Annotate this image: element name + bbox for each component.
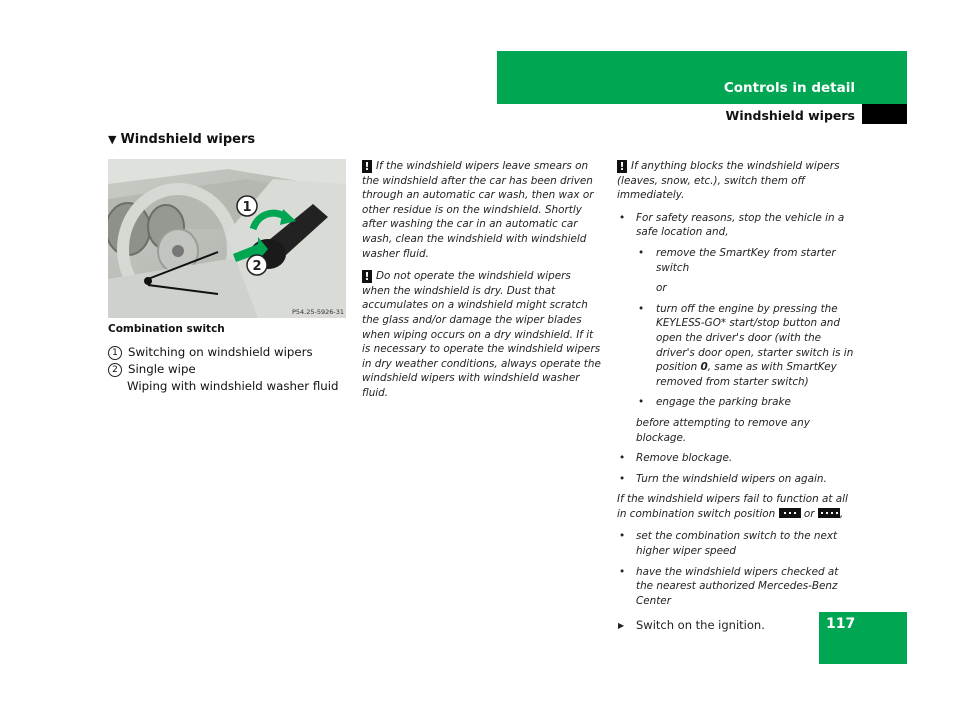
bullet-remove-blockage: • Remove blockage. [617, 451, 857, 466]
or-text: or [656, 282, 667, 295]
figure-caption: Combination switch [108, 323, 225, 335]
header-marker [862, 104, 907, 124]
legend-text-1: Switching on windshield wipers [128, 345, 313, 359]
legend-text-2: Single wipe [128, 362, 196, 376]
switch-position-icon-2 [818, 508, 840, 518]
bullet-turn-on-wipers: • Turn the windshield wipers on again. [617, 472, 857, 487]
blockage-column [617, 159, 857, 633]
bullet-checked: • have the windshield wipers checked at the nearest authorized Mercedes-Benz Center [617, 565, 857, 609]
bullet-higher-speed: • set the combination switch to the next higher wiper speed [617, 529, 857, 558]
fail-text: If the windshield wipers fail to function at all in combination switch position [617, 493, 848, 520]
warning-text-2: Do not operate the windshield wipers when the windshield is dry. Dust that accumulates on a windshield might scratch the glass and/or damage the wiper blades when wiping occurs on a dry windshield. If it is necessary to operate the windshield wipers in dry weather conditions, always operate the windshield wipers with windshield washer fluid. [362, 270, 601, 399]
sub-bullet-remove-key: • remove the SmartKey from starter switch [617, 246, 857, 275]
warning-paragraph-2 [362, 269, 602, 400]
warning-icon: ! [617, 160, 627, 173]
section-title: Windshield wipers [120, 132, 256, 147]
turn-off-text-b: , same as with SmartKey removed from starter switch) [656, 361, 837, 388]
warnings-column [362, 159, 602, 409]
legend-text-2b: Wiping with windshield washer fluid [127, 379, 339, 393]
fail-or: or [803, 507, 815, 520]
fail-paragraph [617, 492, 857, 521]
chapter-title: Controls in detail [723, 80, 855, 96]
chapter-tab [497, 51, 907, 104]
legend-item-2 [108, 361, 348, 378]
switch-position-icon-1 [779, 508, 801, 518]
figure-code: P54.25-5926-31 [291, 308, 344, 316]
page-number: 117 [826, 616, 856, 632]
before-blockage-text: before attempting to remove any blockage. [636, 416, 810, 444]
sub-bullet-turn-off-engine [617, 302, 857, 390]
legend-number-2: 2 [108, 363, 122, 377]
figure-legend [108, 344, 348, 395]
action-switch-on-ignition: ▶ Switch on the ignition. [617, 618, 857, 633]
warning-text-1: If the windshield wipers leave smears on the windshield after the car has been driven through an automatic car wash, then wax or other residue is on the windshield. Shortly after washing the car in an automatic car wash, clean the windshield with windshield washer fluid. [362, 160, 594, 260]
page-number-tab [819, 612, 907, 664]
warning-icon: ! [362, 160, 372, 173]
bullet-stop-vehicle: • For safety reasons, stop the vehicle in a safe location and, [617, 211, 857, 240]
warning-text-3: If anything blocks the windshield wipers (leaves, snow, etc.), switch them off immediately. [617, 160, 840, 202]
warning-paragraph-1 [362, 159, 602, 261]
warning-paragraph-3 [617, 159, 857, 203]
combination-switch-photo [108, 159, 346, 318]
starter-position: 0 [700, 361, 708, 374]
fail-end: , [839, 507, 844, 520]
warning-icon: ! [362, 270, 372, 283]
legend-item-1 [108, 344, 348, 361]
sub-bullet-parking-brake: • engage the parking brake [617, 395, 857, 410]
callout-1: 1 [242, 200, 252, 215]
interior-illustration [108, 159, 346, 318]
callout-2: 2 [252, 259, 262, 274]
section-triangle-icon: ▼ [108, 133, 117, 146]
turn-off-text-a: turn off the engine by pressing the KEYLESS-GO* start/stop button and open the driver's door (with the driver's door open, starter switch is in position [656, 302, 854, 374]
section-heading [108, 132, 255, 147]
legend-number-1: 1 [108, 346, 122, 360]
running-subsection: Windshield wipers [725, 108, 855, 123]
